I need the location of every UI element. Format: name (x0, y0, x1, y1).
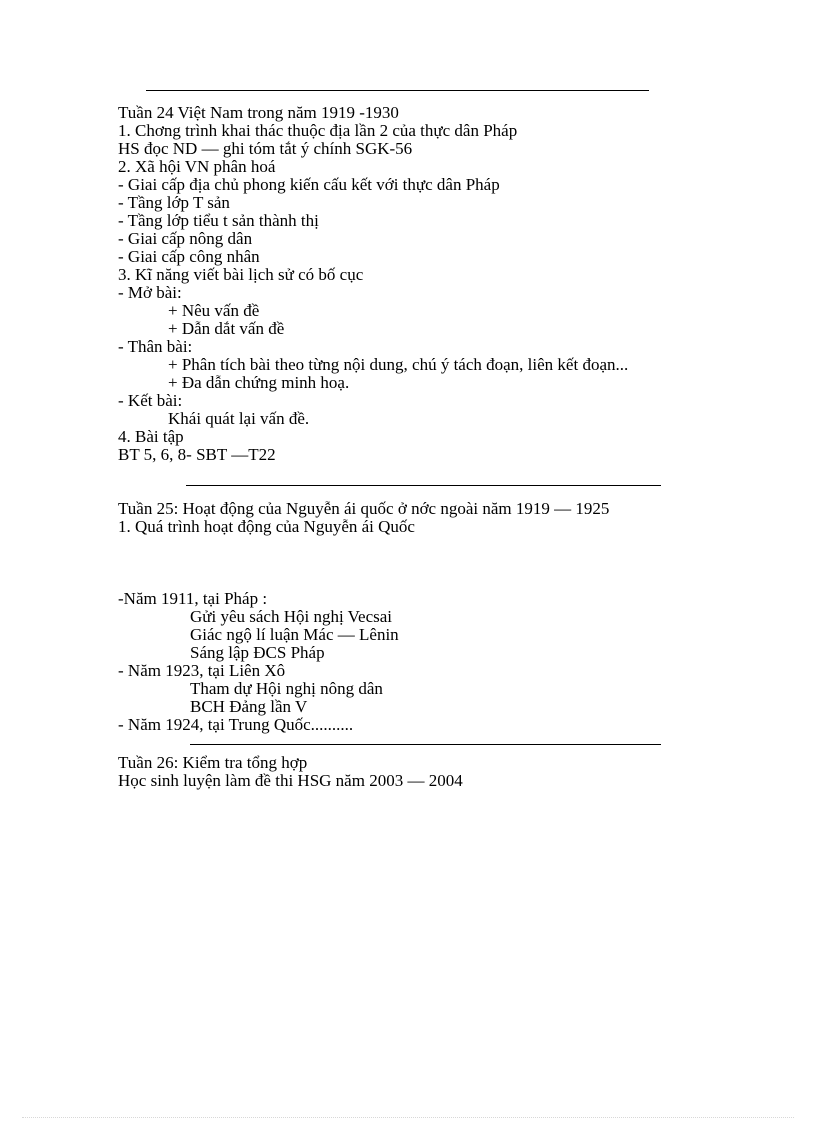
week25-line-4: Sáng lập ĐCS Pháp (190, 643, 325, 662)
week25-title: Tuần 25: Hoạt động của Nguyễn ái quốc ở nớc ngoài năm 1919 — 1925 (118, 499, 610, 518)
week24-line-5: - Tầng lớp T sản (118, 193, 230, 212)
week26-title: Tuần 26: Kiểm tra tổng hợp (118, 753, 308, 772)
week24-line-15: + Đa dẫn chứng minh hoạ. (168, 373, 350, 392)
week24-line-6: - Tầng lớp tiểu t sản thành thị (118, 211, 319, 230)
page-bottom-border (22, 1117, 794, 1118)
week25-line-8: - Năm 1924, tại Trung Quốc.......... (118, 715, 354, 734)
week25-subtitle: 1. Quá trình hoạt động của Nguyễn ái Quốc (118, 517, 415, 536)
week24-line-14: + Phân tích bài theo từng nội dung, chú ý tách đoạn, liên kết đoạn... (168, 355, 629, 374)
week24-title: Tuần 24 Việt Nam trong năm 1919 -1930 (118, 103, 399, 122)
week24-line-18: 4. Bài tập (118, 427, 184, 446)
week25-line-5: - Năm 1923, tại Liên Xô (118, 661, 286, 680)
week24-line-7: - Giai cấp nông dân (118, 229, 253, 248)
week26-line-1: Học sinh luyện làm đề thi HSG năm 2003 — 2004 (118, 771, 463, 790)
week24-line-2: HS đọc ND — ghi tóm tắt ý chính SGK-56 (118, 139, 413, 158)
separator-week26 (190, 744, 661, 745)
week25-line-1: -Năm 1911, tại Pháp : (118, 589, 268, 608)
week25-line-2: Gửi yêu sách Hội nghị Vecsai (190, 607, 392, 626)
week25-line-3: Giác ngộ lí luận Mác — Lênin (190, 625, 399, 644)
week24-line-17: Khái quát lại vấn đề. (168, 409, 310, 428)
separator-week25 (186, 485, 661, 486)
week24-line-3: 2. Xã hội VN phân hoá (118, 157, 276, 176)
week24-line-9: 3. Kĩ năng viết bài lịch sử có bố cục (118, 265, 364, 284)
week24-line-16: - Kết bài: (118, 391, 183, 410)
separator-top (146, 90, 649, 91)
week24-line-12: + Dẫn dắt vấn đề (168, 319, 285, 338)
week24-line-8: - Giai cấp công nhân (118, 247, 260, 266)
week24-line-19: BT 5, 6, 8- SBT —T22 (118, 445, 276, 464)
week25-line-7: BCH Đảng lần V (190, 697, 308, 716)
week24-line-1: 1. Chơng trình khai thác thuộc địa lần 2 của thực dân Pháp (118, 121, 518, 140)
week24-line-13: - Thân bài: (118, 337, 193, 356)
week24-line-4: - Giai cấp địa chủ phong kiến cấu kết với thực dân Pháp (118, 175, 500, 194)
week25-line-6: Tham dự Hội nghị nông dân (190, 679, 383, 698)
week24-line-11: + Nêu vấn đề (168, 301, 260, 320)
week24-line-10: - Mở bài: (118, 283, 182, 302)
